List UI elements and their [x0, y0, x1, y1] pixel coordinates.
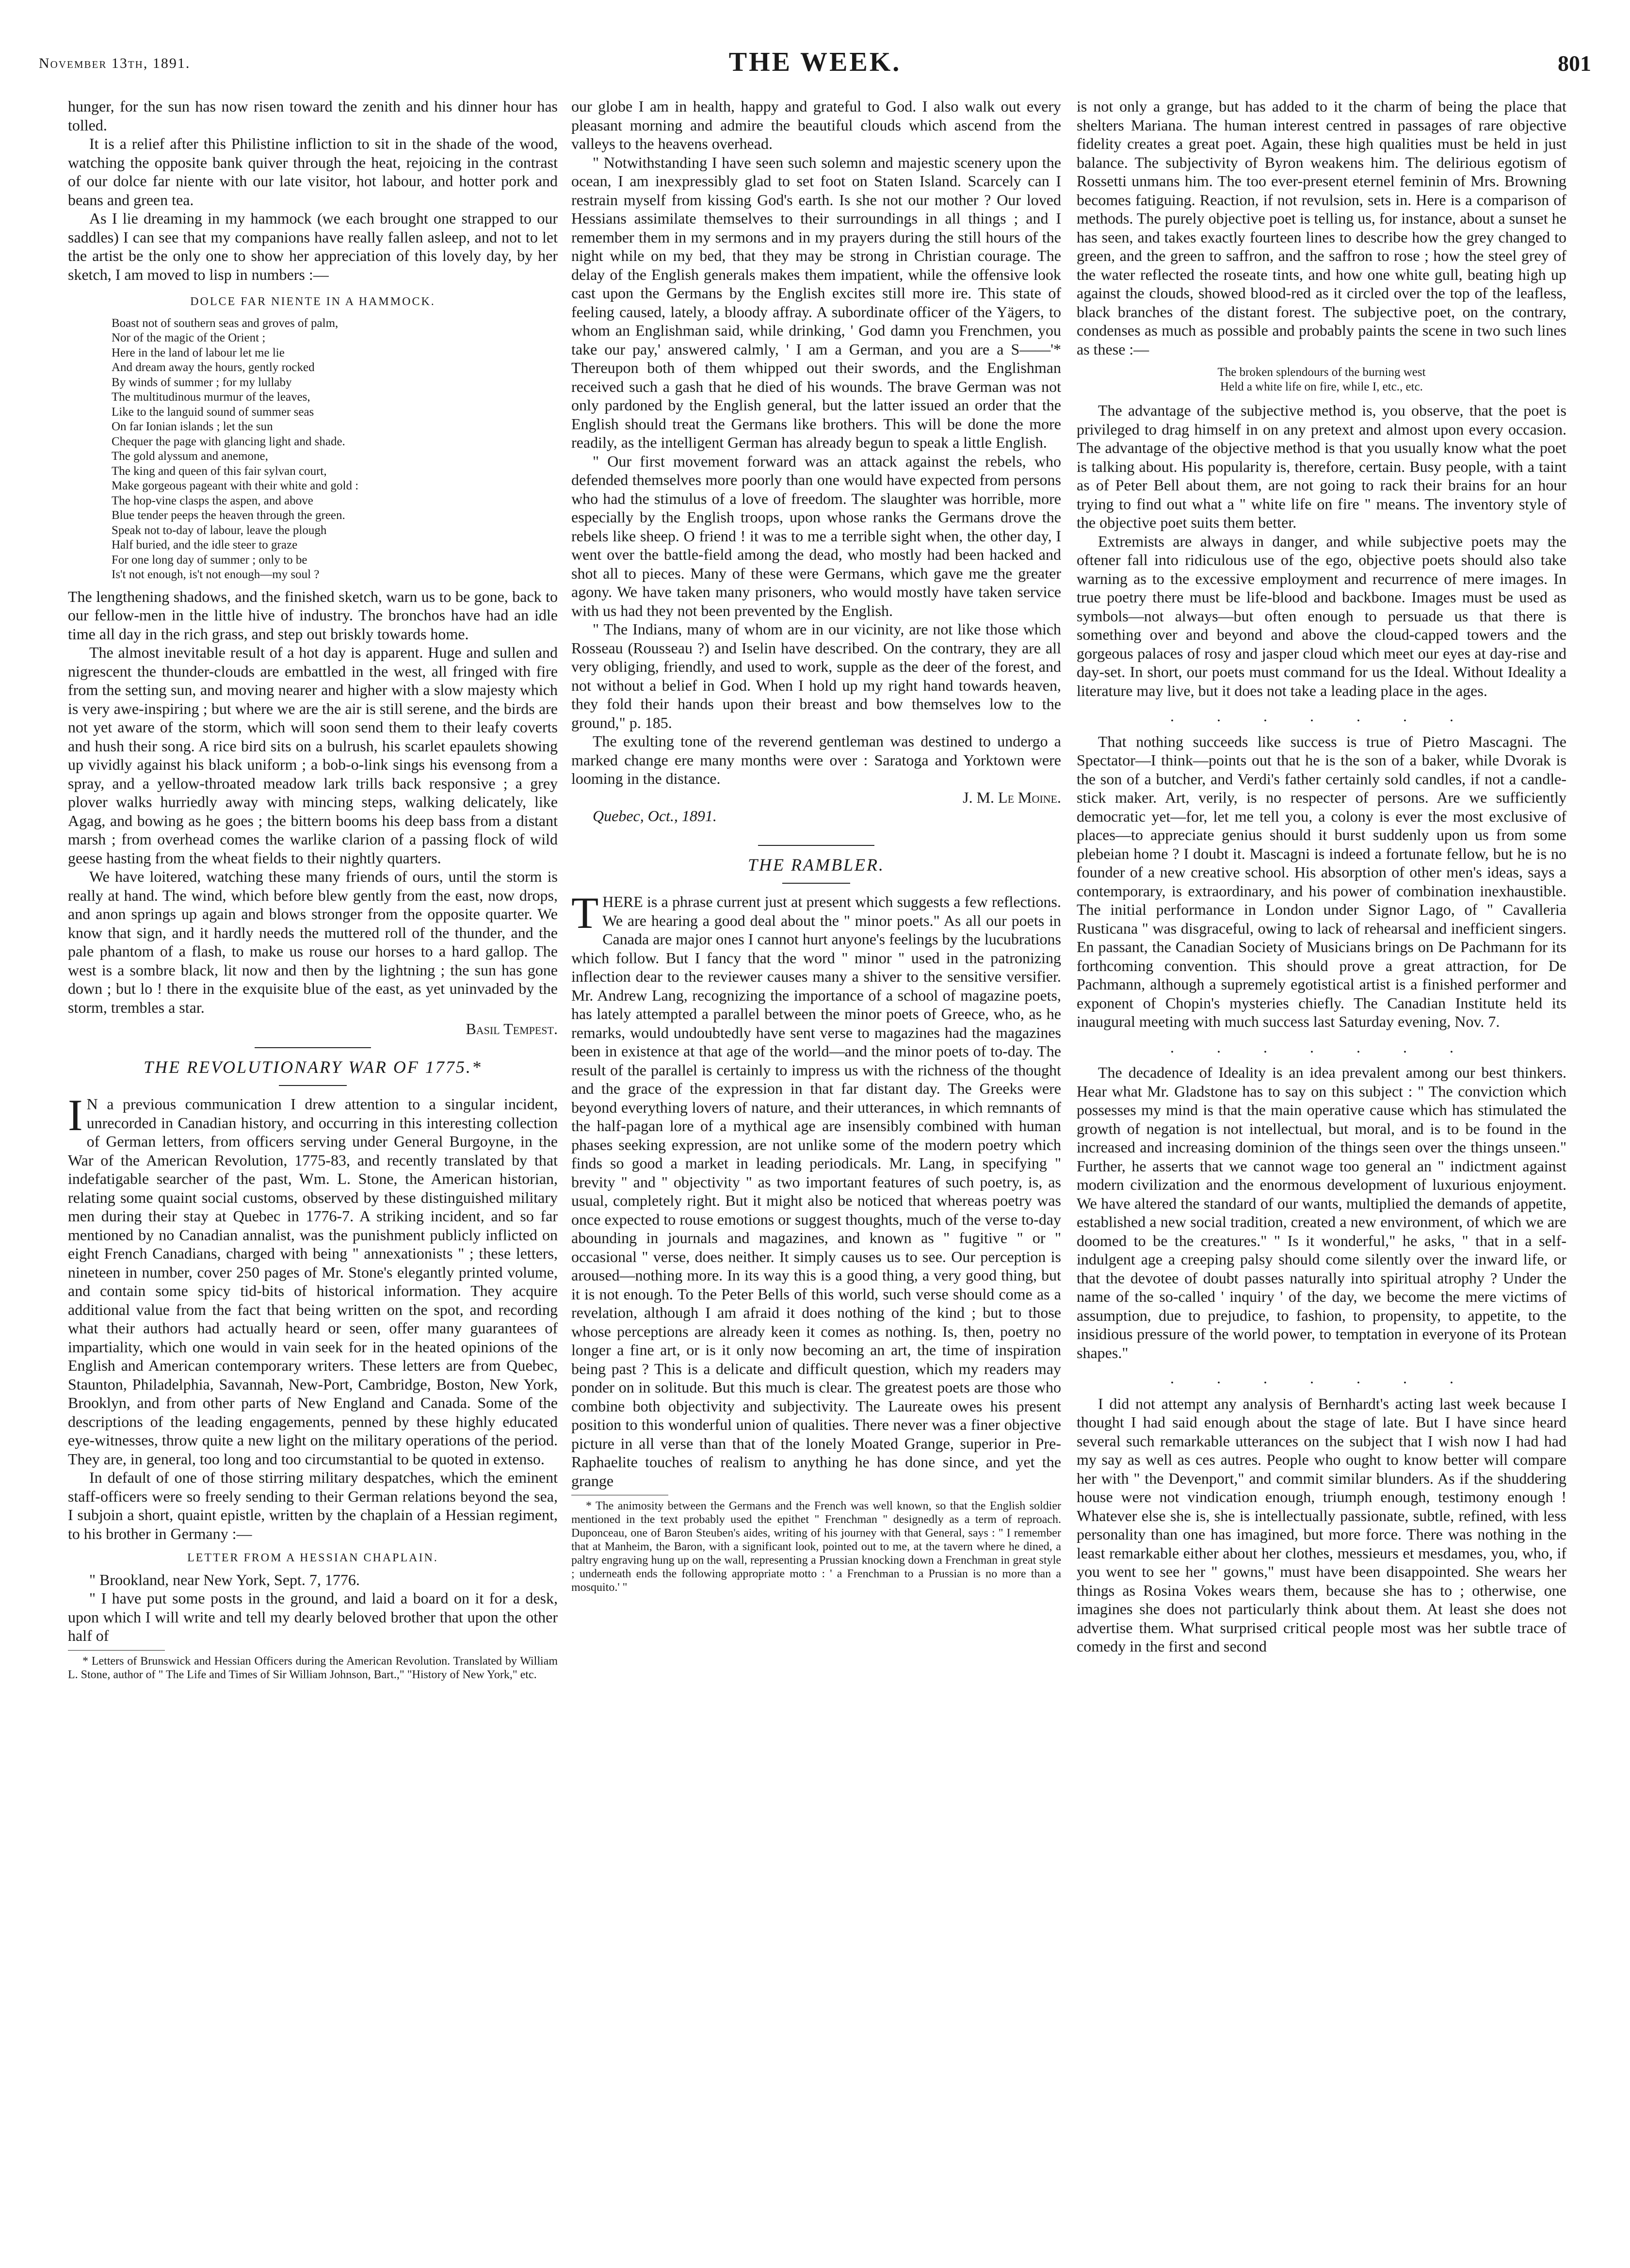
- dateline: Quebec, Oct., 1891.: [593, 807, 717, 825]
- drop-cap: T: [571, 888, 599, 938]
- footnote: [571, 1499, 1061, 1594]
- header-title: THE WEEK.: [728, 47, 902, 77]
- divider: [758, 845, 874, 846]
- poem-line: Is't not enough, is't not enough—my soul ?: [112, 568, 320, 581]
- footnote-divider: [68, 1650, 165, 1651]
- paragraph: I did not attempt any analysis of Bernhardt's acting last week because I thought I had said enough about the stage of late. But I have since heard several such remarkable utterances on the subject that I wish now I had had my say as well as ces autres. People who ought to know better will compare her with " the Devenport," and commit similar blunders. As if the shuddering house were not vindication enough, triumph enough, testimony enough ! Whatever else she is, she is intellectually passionate, subtle, refined, with less personality than one has imagined, but more force. There was nothing in the least remarkable either about her clothes, messieurs et mesdames, you, who, if you went to see her " gowns," must have been disappointed. She wears her things as Rosina Vokes wears them, because she has to ; otherwise, one imagines she does not particularly think about them. At least she does not advertise them. What surprised critical people most was her subtle trace of comedy in the first and second: [1077, 1394, 1566, 1655]
- section-break: . . . . . . .: [1170, 1038, 1473, 1056]
- poem-line: The gold alyssum and anemone,: [112, 450, 268, 463]
- paragraph: In default of one of those stirring military despatches, which the eminent staff-officers were so freely sending to their German relations beyond the sea, I subjoin a short, quaint epistle, written by the chaplain of a Hessian regiment, to his brother in Germany :—: [68, 1469, 558, 1542]
- poem-line: And dream away the hours, gently rocked: [112, 361, 315, 374]
- paragraph: " I have put some posts in the ground, and laid a board on it for a desk, upon which I will write and tell my dearly beloved brother that upon the other half of: [68, 1589, 558, 1644]
- paragraph-text: N a previous communication I drew attention to a singular incident, unrecorded in Canadian history, and occurring in this interesting collection of German letters, from officers serving under General Burgoyne, in the War of the American Revolution, 1775-83, and recently translated by that indefatigable searcher of the past, Wm. L. Stone, the American historian, relating some quaint social customs, observed by these distinguished military men during their stay at Quebec in 1776-7. A striking incident, and so far mentioned by no Canadian annalist, was the punishment publicly inflicted on eight French Canadians, charged with being " annexationists " ; these letters, nineteen in number, cover 250 pages of Mr. Stone's elegantly printed volume, and contain some spicy tid-bits of historical information. They acquire additional value from the fact that being written on the spot, and recording what their authors had actually heard or seen, offer many guarantees of impartiality, which one would in vain seek for in the heated opinions of the English and American contemporary writers. These letters are from Quebec, Staunton, Philadelphia, Savannah, New-Port, Cambridge, Boston, New York, Brooklyn, and from other parts of New England and Canada. Some of the descriptions of the leading engagements, penned by these highly educated eye-witnesses, throw quite a new light on the military operations of the period. They are, in general, too long and too circumstantial to be quoted in extenso.: [68, 1095, 558, 1468]
- drop-cap: I: [68, 1090, 83, 1140]
- poem-line: For one long day of summer ; only to be: [112, 553, 307, 567]
- poem-line: Half buried, and the idle steer to graze: [112, 538, 298, 551]
- poem-line: Speak not to-day of labour, leave the plough: [112, 523, 327, 537]
- paragraph: The exulting tone of the reverend gentleman was destined to undergo a marked change ere many months were over : Saratoga and Yorktown were looming in the distance.: [571, 732, 1061, 787]
- footnote-text: * Letters of Brunswick and Hessian Officers during the American Revolution. Translated by William L. Stone, author of " The Life and Times of Sir William Johnson, Bart.," "History of New York," etc.: [68, 1654, 558, 1681]
- paragraph: That nothing succeeds like success is true of Pietro Mascagni. The Spectator—I think—points out that he is the son of a baker, while Dvorak is the son of a butcher, and Verdi's father certainly sold candles, if not a candle-stick maker. Art, verily, is no respecter of persons. Are we sufficiently democratic yet—for, let me tell you, a colony is ever the most exclusive of places—to appreciate genius should it burst suddenly upon us from some plebeian home ? I doubt it. Mascagni is indeed a fortunate fellow, but he is no founder of a new creative school. His absorption of other men's ideas, says a contemporary, is extraordinary, and his power of combination inexhaustible. The initial performance in London under Signor Lago, of " Cavalleria Rusticana " was disgraceful, owing to lack of rehearsal and inefficient singers. En passant, the Canadian Society of Musicians brings on De Pachmann for its forthcoming convention. This should prove a great attraction, for De Pachmann, although a supremely egotistical artist is a finished performer and exponent of Chopin's mysteries chiefly. The Canadian Institute held its inaugural meeting with much success last Saturday evening, Nov. 7.: [1077, 732, 1566, 1030]
- header-date: November 13th, 1891.: [39, 55, 191, 71]
- verse-quote: [1077, 365, 1566, 394]
- section-title: THE REVOLUTIONARY WAR OF 1775.*: [144, 1057, 482, 1077]
- letter-dateline: " Brookland, near New York, Sept. 7, 1776.: [89, 1571, 360, 1588]
- letter-caption: LETTER FROM A HESSIAN CHAPLAIN.: [187, 1552, 438, 1564]
- poem-line: The hop-vine clasps the aspen, and above: [112, 494, 313, 507]
- paragraph: " Our first movement forward was an attack against the rebels, who defended themselves more poorly than one would have expected from persons who had the stimulus of a love of freedom. The slaughter was horrible, more especially by the English troops, upon whose ranks the Germans drove the rebels like sheep. O friend ! it was to me a terrible sight when, the other day, I went over the battle-field among the dead, who mostly had been hacked and shot all to pieces. Many of these were Germans, which gave me the greater agony. We have taken many prisoners, who would mostly have taken service with us had they not been prevented by the English.: [571, 452, 1061, 619]
- poem-line: Like to the languid sound of summer seas: [112, 405, 314, 419]
- page-number: 801: [1558, 51, 1591, 76]
- poem-line: Nor of the magic of the Orient ;: [112, 331, 266, 344]
- paragraph: The decadence of Ideality is an idea prevalent among our best thinkers. Hear what Mr. Gladstone has to say on this subject : " The conviction which possesses my mind is that the main operative cause which has stimulated the growth of negation is not intellectual, but moral, and is to be found in the increased and increasing dominion of the things seen over the things unseen." Further, he asserts that we cannot wage too general an " indictment against modern civilization and the enormous development of luxurious enjoyment. We have altered the standard of our wants, multiplied the demands of appetite, established a new social tradition, created a new environment, of which we are doomed to be the creatures." " Is it wonderful," he asks, " that in a self-indulgent age a creeping palsy should come silently over the inward life, or that the devotee of doubt passes naturally into spiritual atrophy ? Under the name of the so-called ' inquiry ' of the day, we become the mere victims of assumption, due to prejudice, to fashion, to propensity, to appetite, to the insidious pressure of the world power, to temptation in everyone of its Protean shapes.": [1077, 1064, 1566, 1361]
- poem-line: On far Ionian islands ; let the sun: [112, 420, 273, 433]
- footnote-text: * The animosity between the Germans and the French was well known, so that the English soldier mentioned in the text probably used the epithet " Frenchman " designedly as a term of reproach. Duponceau, one of Baron Steuben's aides, writing of his journey with that General, says : " I remember that at Manheim, the Baron, with a significant look, pointed out to me, at the tavern where he dined, a paltry engraving hung up on the wall, representing a Prussian knocking down a Frenchman in great style ; underneath ends the following appropriate motto : ' a Frenchman to a Prussian is no more than a mosquito.' ": [571, 1500, 1061, 1594]
- paragraph: The lengthening shadows, and the finished sketch, warn us to be gone, back to our fellow-men in the little hive of industry. The bronchos have had an idle time all day in the rich grass, and step out briskly towards home.: [68, 587, 558, 643]
- divider: [279, 1085, 347, 1086]
- signature-line: [571, 788, 1061, 807]
- footnote: [68, 1654, 558, 1682]
- poem-line: Chequer the page with glancing light and shade.: [112, 435, 345, 448]
- poem-line: Boast not of southern seas and groves of palm,: [112, 316, 339, 330]
- divider: [782, 883, 850, 884]
- section-title: THE RAMBLER.: [748, 855, 885, 875]
- paragraph: [571, 888, 1061, 1490]
- paragraph: " Notwithstanding I have seen such solemn and majestic scenery upon the ocean, I am inexpressibly glad to set foot on Staten Island. Scarcely can I restrain myself from kissing God's earth. Is she not our mother ? Our loved Hessians assimilate themselves to their surroundings in all things ; and I remember them in my sermons and in my prayers during the still hours of the night while on my bed, that they may be strong in Christian courage. The delay of the English generals makes them impatient, while the offensive look cast upon the Germans by the English excites still more ire. This state of feeling caused, lately, a bloody affray. A subordinate officer of the Yägers, to whom an Englishman said, while drinking, ' God damn you Frenchmen, you take our pay,' answered calmly, ' I am a German, and you are a S——'* Thereupon both of them whipped out their swords, and the Englishman received such a gash that he died of his wounds. The brave German was not only pardoned by the English general, but the latter issued an order that the English should treat the Germans like brothers. This will be done the more readily, as the intelligent German has already begun to speak a little English.: [571, 153, 1061, 451]
- paragraph: We have loitered, watching these many friends of ours, until the storm is really at hand. The wind, which before blew gently from the east, now drops, and anon springs up again and blows stronger from the opposite quarter. We know that sign, and it hardly needs the muttered roll of the thunder, and the pale phantom of a flash, to make us rouse our horses to a hard gallop. The west is a sombre black, lit now and then by the lightning ; the sun has gone down ; but lo ! there in the exquisite blue of the east, as yet uninvaded by the storm, trembles a star.: [68, 868, 558, 1016]
- quote-line: The broken splendours of the burning west: [1217, 366, 1426, 379]
- paragraph: [68, 1090, 558, 1468]
- poem-line: The multitudinous murmur of the leaves,: [112, 390, 310, 404]
- paragraph: As I lie dreaming in my hammock (we each brought one strapped to our saddles) I can see that my companions have really fallen asleep, and not to let the artist be the only one to show her appreciation of this lovely day, by her sketch, I am moved to lisp in numbers :—: [68, 210, 558, 283]
- section-break: . . . . . . .: [1170, 707, 1473, 725]
- poem-line: Blue tender peeps the heaven through the green.: [112, 509, 345, 522]
- quote-line: Held a white life on fire, while I, etc., etc.: [1220, 380, 1423, 393]
- poem: [112, 316, 558, 583]
- paragraph: our globe I am in health, happy and grateful to God. I also walk out every pleasant morning and admire the beautiful clouds which ascend from the valleys to the heavens overhead.: [571, 97, 1061, 152]
- section-break: . . . . . . .: [1170, 1369, 1473, 1387]
- poem-line: Here in the land of labour let me lie: [112, 346, 285, 359]
- signature: Basil Tempest.: [466, 1020, 558, 1037]
- paragraph: is not only a grange, but has added to it the charm of being the place that shelters Mariana. The human interest centred in passages of rare objective fidelity creates a great poet. Again, these high qualities must be held in just balance. The subjectivity of Byron weakens him. The delirious egotism of Rossetti unmans him. The too ever-present eternel feminin of Mrs. Browning becomes fatiguing. Reaction, if not revulsion, sets in. Here is a comparison of methods. The purely objective poet is telling us, for instance, about a sunset he has seen, and takes exactly fourteen lines to describe how the grey changed to green, and the green to saffron, and the saffron to rose ; how the steel grey of the water reflected the roseate tints, and how one white gull, beating high up against the clouds, showed blood-red as it circled over the top of the leafless, black branches of the distant forest. The subjective poet, on the contrary, condenses as much as possible and probably paints the scene in two such lines as these :—: [1077, 97, 1566, 358]
- paragraph: Extremists are always in danger, and while subjective poets may the oftener fall into ridiculous use of the ego, objective poets should also take warning as to the excessive employment and recurrence of mere images. In true poetry there must be life-blood and backbone. Images must be used as symbols—not always—but often enough to persuade us that there is something over and beyond and above the cloud-capped towers and the gorgeous palaces of rosy and jasper cloud which meet our eyes at day-rise and day-set. In short, our poets must command for us the Ideal. Without Ideality a literature may live, but it does not take a leading place in the ages.: [1077, 532, 1566, 699]
- column-middle: [571, 97, 1061, 1594]
- divider: [255, 1047, 371, 1048]
- poem-line: Make gorgeous pageant with their white and gold :: [112, 479, 359, 492]
- paragraph: The almost inevitable result of a hot day is apparent. Huge and sullen and nigrescent the thunder-clouds are embattled in the west, all fringed with fire from the setting sun, and moving nearer and higher with a slow majesty which is very awe-inspiring ; but where we are the air is still serene, and the birds are not yet aware of the storm, which will soon send them to their leafy coverts and hush their song. A rice bird sits on a bulrush, his scarlet epaulets showing up vividly against his black uniform ; a bob-o-link sings his evensong from a spray, and a yellow-throated meadow lark trills back responsive ; a grey plover walks hurriedly away with mincing steps, walking delicately, like Agag, and bowing as he goes ; the bittern booms his deep bass from a distant marsh ; from overhead comes the warlike clarion of a passing flock of wild geese hasting from the wheat fields to their nightly quarters.: [68, 644, 558, 867]
- signature: J. M. Le Moine.: [963, 788, 1061, 806]
- column-left: [68, 97, 558, 1682]
- paragraph: The advantage of the subjective method is, you observe, that the poet is privileged to drag himself in on any pretext and almost upon every occasion. The advantage of the objective method is that you usually know what the poet is talking about. His popularity is, therefore, certain. Busy people, with a taint as of Peter Bell about them, are not going to rack their brains for an hour trying to find out what a " white life on fire " means. The inventory style of the objective poet suits them better.: [1077, 402, 1566, 531]
- poem-line: The king and queen of this fair sylvan court,: [112, 464, 327, 478]
- paragraph: " The Indians, many of whom are in our vicinity, are not like those which Rosseau (Rousseau ?) and Iselin have described. On the contrary, they are all very obliging, friendly, and used to work, supple as the deer of the forest, and not without a belief in God. When I hold up my right hand towards heaven, they fold their hands upon their breast and bow themselves low to the ground," p. 185.: [571, 620, 1061, 731]
- paragraph-text: HERE is a phrase current just at present which suggests a few reflections. We are hearing a good deal about the " minor poets." As all our poets in Canada are major ones I cannot hurt anyone's feelings by the lucubrations which follow. But I fancy that the word " minor " used in the patronizing inflection dear to the reviewer causes many a shiver to the sensitive versifier. Mr. Andrew Lang, recognizing the importance of a school of magazine poets, has lately attempted a parallel between the minor poets of Greece, who, as he remarks, would undoubtedly have sent verse to magazines had the magazines been in existence at that age of the world—and the minor poets of to-day. The result of the parallel is certainly to impress us with the richness of the thought and the grace of the expression in that far distant day. The Greeks were beyond everything lovers of nature, and their utterances, in which remnants of the half-pagan lore of a mythical age are insensibly combined with human phases seeking expression, are not unlike some of the modern poetry which finds so good a market in leading periodicals. Mr. Lang, in specifying " brevity " and " objectivity " as two important features of such poetry, is, as usual, completely right. But it might also be noticed that whereas poetry was once expected to rouse emotions or suggest thoughts, much of the verse to-day abounding in journals and magazines, and known as " fugitive " or " occasional " verse, does neither. It simply causes us to see. Our perception is aroused—nothing more. In its way this is a good thing, a very good thing, but it is not enough. To the Peter Bells of this world, such verse should come as a revelation, although I am afraid it does nothing of the kind ; but to those whose perceptions are already keen it comes as nothing. Is, then, poetry no longer a fine art, or is it only now becoming an art, the time of inspiration being past ? This is a delicate and difficult question, which my readers may ponder on in solitude. But this much is clear. The greatest poets are those who combine both objectivity and subjectivity. The Laureate owes his present position to this wonderful union of qualities. There never was a finer objective picture in all verse than that of the lonely Moated Grange, superior in Pre-Raphaelite touches of realism to anything he has done since, and yet the grange: [571, 893, 1061, 1490]
- paragraph: It is a relief after this Philistine infliction to sit in the shade of the wood, watching the opposite bank quiver through the heat, rejoicing in the contrast of our dolce far niente with our late visitor, hot labour, and hotter pork and beans and green tea.: [68, 135, 558, 209]
- poem-title: DOLCE FAR NIENTE IN A HAMMOCK.: [190, 295, 436, 308]
- page-header: [39, 47, 1591, 85]
- poem-line: By winds of summer ; for my lullaby: [112, 375, 292, 389]
- column-right: [1077, 97, 1566, 1656]
- paragraph: hunger, for the sun has now risen toward the zenith and his dinner hour has tolled.: [68, 97, 558, 134]
